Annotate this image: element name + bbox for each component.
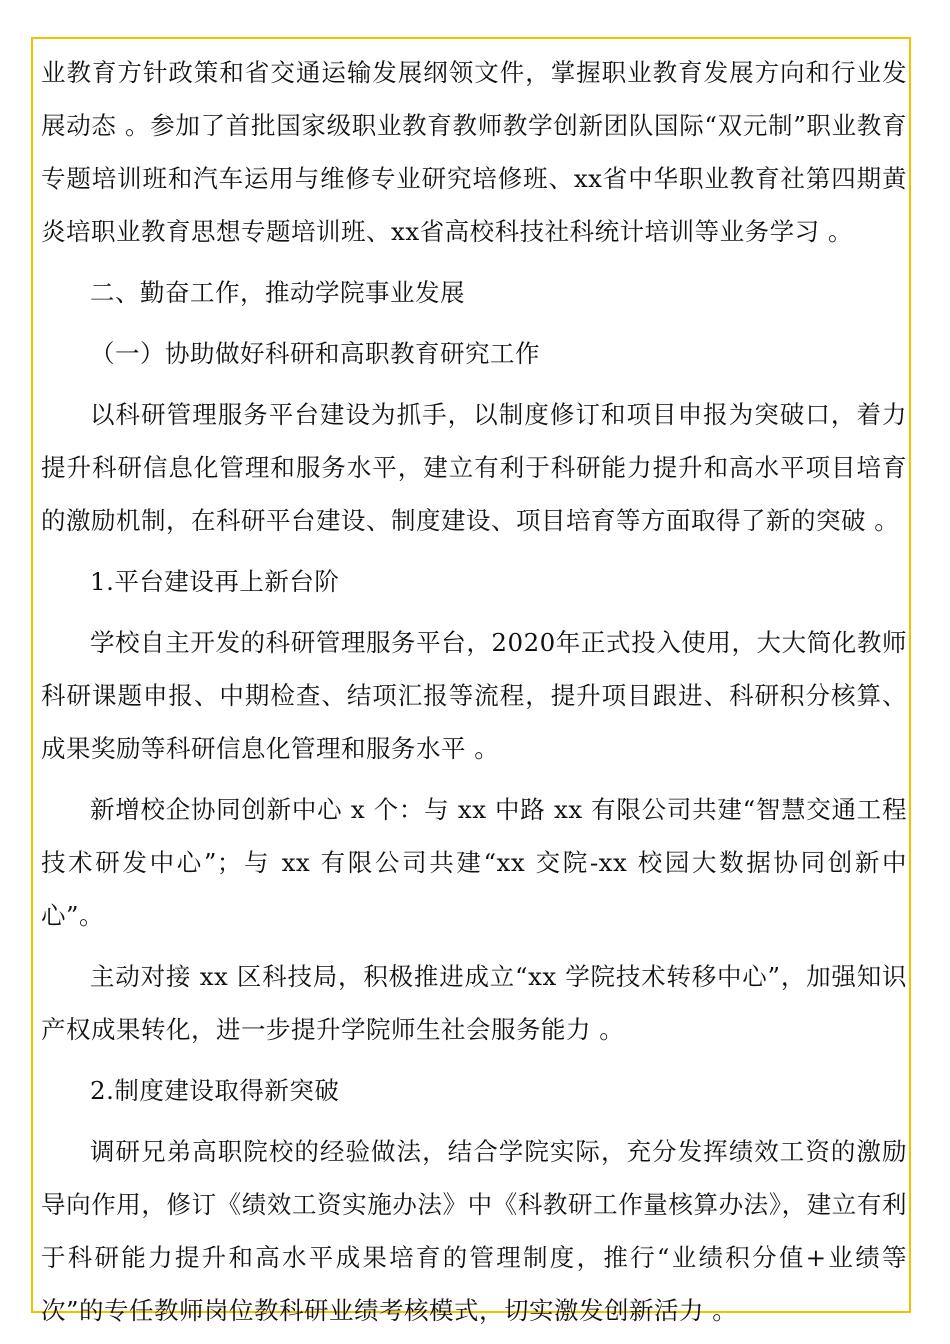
- document-body: [41, 46, 907, 1337]
- paragraph-10: 调研兄弟高职院校的经验做法，结合学院实际，充分发挥绩效工资的激励导向作用，修订《绩效工资实施办法》中《科教研工作量核算办法》，建立有利于科研能力提升和高水平成果培育的管理制度，推行“业绩积分值+业绩等次”的专任教师岗位教科研业绩考核模式，切实激发创新活力 。: [41, 1137, 907, 1325]
- section-heading-2: 二、勤奋工作，推动学院事业发展: [90, 278, 465, 307]
- subsection-heading-1: （一）协助做好科研和高职教育研究工作: [90, 339, 540, 368]
- paragraph-4: 以科研管理服务平台建设为抓手，以制度修订和项目申报为突破口，着力提升科研信息化管理和服务水平，建立有利于科研能力提升和高水平项目培育的激励机制，在科研平台建设、制度建设、项目培育等方面取得了新的突破 。: [41, 400, 907, 535]
- item-heading-1: 1.平台建设再上新台阶: [90, 567, 340, 596]
- paragraph-8: 主动对接 xx 区科技局，积极推进成立“xx 学院技术转移中心”，加强知识产权成果转化，进一步提升学院师生社会服务能力 。: [41, 962, 907, 1044]
- paragraph-1: 业教育方针政策和省交通运输发展纲领文件，掌握职业教育发展方向和行业发展动态 。参加了首批国家级职业教育教师教学创新团队国际“双元制”职业教育专题培训班和汽车运用与维修专业研究培修班、xx省中华职业教育社第四期黄炎培职业教育思想专题培训班、xx省高校科技社科统计培训等业务学习 。: [41, 58, 907, 246]
- paragraph-7: 新增校企协同创新中心 x 个：与 xx 中路 xx 有限公司共建“智慧交通工程技术研发中心”；与 xx 有限公司共建“xx 交院-xx 校园大数据协同创新中心”。: [41, 795, 907, 930]
- item-heading-2: 2.制度建设取得新突破: [90, 1076, 340, 1105]
- paragraph-6: 学校自主开发的科研管理服务平台，2020年正式投入使用，大大简化教师科研课题申报、中期检查、结项汇报等流程，提升项目跟进、科研积分核算、成果奖励等科研信息化管理和服务水平 。: [41, 628, 907, 763]
